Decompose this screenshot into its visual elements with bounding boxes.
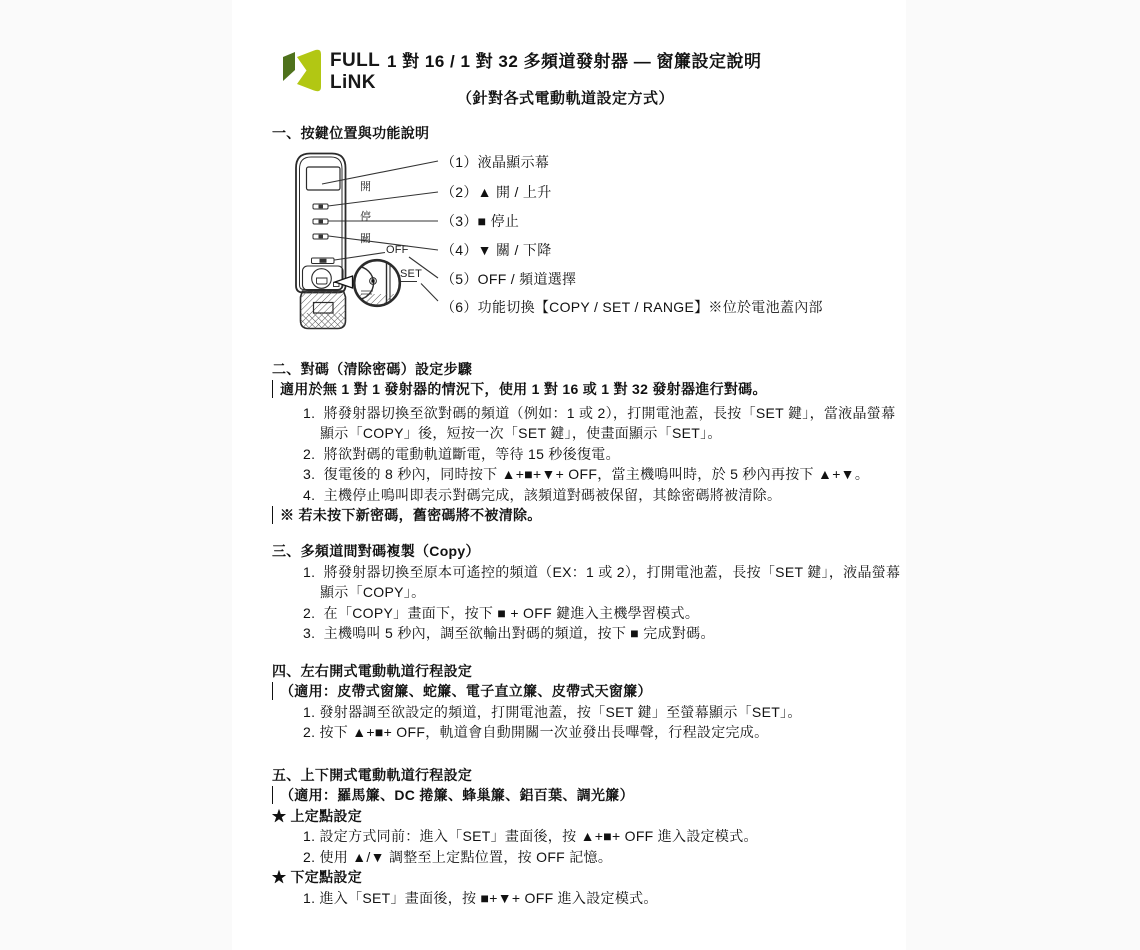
callout-4: （4）▼ 關 / 下降 <box>441 242 552 258</box>
doc-subtitle: （針對各式電動軌道設定方式） <box>457 90 675 107</box>
section3-heading: 三、多頻道間對碼複製（Copy） <box>272 543 480 559</box>
close-button-label: 關 <box>360 233 372 245</box>
brand-logo-light-shape <box>297 50 321 91</box>
section2-subheading: 適用於無 1 對 1 發射器的情況下，使用 1 對 16 或 1 對 32 發射器進行對碼。 <box>272 380 767 398</box>
section4-step-2: 2. 按下 ▲+■+ OFF，軌道會自動開關一次並發出長嗶聲，行程設定完成。 <box>303 724 769 740</box>
off-button <box>312 258 335 264</box>
battery-cell <box>312 269 332 289</box>
section2-step-3: 3. 復電後的 8 秒內，同時按下 ▲+■+▼+ OFF，當主機鳴叫時，於 5 秒內再按下 ▲+▼。 <box>303 466 870 482</box>
callout-2: （2）▲ 開 / 上升 <box>441 184 552 200</box>
section5-upper-point-heading: ★ 上定點設定 <box>272 808 362 824</box>
brand-logo-dark-shape <box>283 52 295 81</box>
callout-1: （1）液晶顯示幕 <box>441 154 550 170</box>
open-button-label: 開 <box>360 181 372 193</box>
section2-note: ※ 若未按下新密碼，舊密碼將不被清除。 <box>272 506 542 524</box>
section3-step-1-cont: 顯示「COPY」。 <box>320 584 426 600</box>
section4-step-1: 1. 發射器調至欲設定的頻道，打開電池蓋，按「SET 鍵」至螢幕顯示「SET」。 <box>303 704 802 720</box>
callout-line-2 <box>328 192 438 206</box>
section3-step-2: 2. 在「COPY」畫面下，按下 ■ + OFF 鍵進入主機學習模式。 <box>303 605 700 621</box>
doc-title: 1 對 16 / 1 對 32 多頻道發射器 — 窗簾設定說明 <box>387 52 762 71</box>
brand-wordmark <box>330 50 380 93</box>
lcd-screen <box>307 167 341 190</box>
section3-step-1: 1. 將發射器切換至原本可遙控的頻道（EX：1 或 2），打開電池蓋，長按「SET 鍵」，液晶螢幕 <box>303 564 901 580</box>
callout-5: （5）OFF / 頻道選擇 <box>441 271 577 287</box>
callout-3: （3）■ 停止 <box>441 213 520 229</box>
section1-heading: 一、按鍵位置與功能說明 <box>272 125 430 141</box>
section3-step-3: 3. 主機鳴叫 5 秒內，調至欲輸出對碼的頻道，按下 ■ 完成對碼。 <box>303 625 715 641</box>
brand-logo-icon <box>277 46 325 98</box>
section5-lower-step-1: 1. 進入「SET」畫面後，按 ■+▼+ OFF 進入設定模式。 <box>303 890 658 906</box>
section5-subheading: （適用：羅馬簾、DC 捲簾、蜂巢簾、鋁百葉、調光簾） <box>272 786 634 804</box>
section2-heading: 二、對碼（清除密碼）設定步驟 <box>272 361 473 377</box>
section5-lower-point-heading: ★ 下定點設定 <box>272 869 362 885</box>
section2-step-1-cont: 顯示「COPY」後，短按一次「SET 鍵」，使畫面顯示「SET」。 <box>320 425 722 441</box>
stop-button <box>313 219 328 224</box>
off-button-label: OFF <box>386 244 409 256</box>
section5-upper-step-2: 2. 使用 ▲/▼ 調整至上定點位置，按 OFF 記憶。 <box>303 849 613 865</box>
callout-6: （6）功能切換【COPY / SET / RANGE】※位於電池蓋內部 <box>441 299 823 315</box>
section2-step-4: 4. 主機停止鳴叫即表示對碼完成，該頻道對碼被保留，其餘密碼將被清除。 <box>303 487 782 503</box>
section5-heading: 五、上下開式電動軌道行程設定 <box>272 767 473 783</box>
section5-upper-step-1: 1. 設定方式同前：進入「SET」畫面後，按 ▲+■+ OFF 進入設定模式。 <box>303 828 758 844</box>
brand-wordmark-line2: LiNK <box>330 71 376 93</box>
up-button <box>313 204 328 209</box>
section2-step-1: 1. 將發射器切換至欲對碼的頻道（例如：1 或 2），打開電池蓋，長按「SET 鍵」，當液晶螢幕 <box>303 405 896 421</box>
down-button <box>313 234 328 239</box>
section2-step-2: 2. 將欲對碼的電動軌道斷電，等待 15 秒後復電。 <box>303 446 620 462</box>
section4-heading: 四、左右開式電動軌道行程設定 <box>272 663 473 679</box>
stop-button-label: 停 <box>360 211 372 223</box>
brand-wordmark-line1: FULL <box>330 50 381 71</box>
set-button-label: SET <box>400 268 422 280</box>
section4-subheading: （適用：皮帶式窗簾、蛇簾、電子直立簾、皮帶式天窗簾） <box>272 682 652 700</box>
